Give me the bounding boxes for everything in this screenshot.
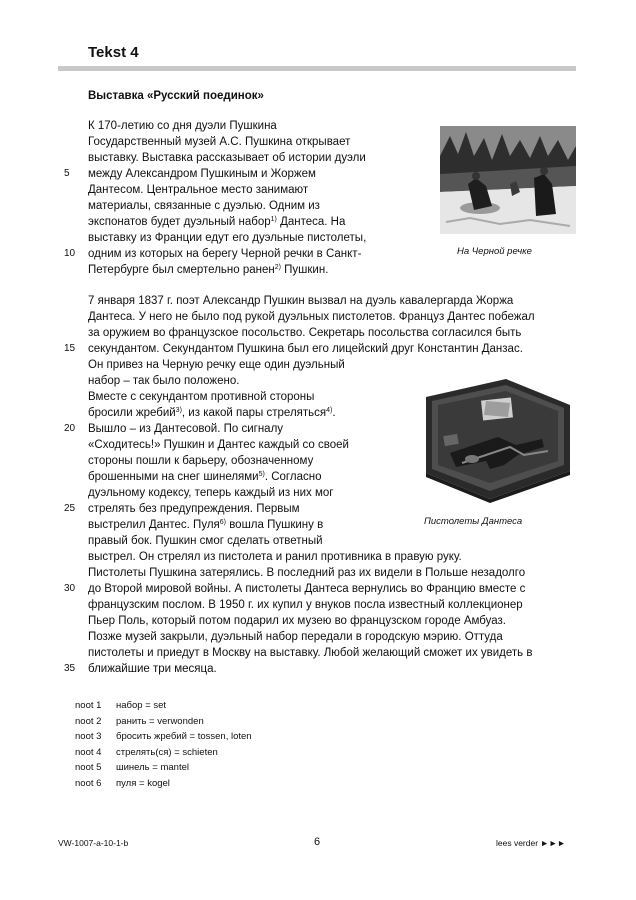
text-line xyxy=(88,325,521,341)
text-line xyxy=(88,549,462,565)
continue-indicator: lees verder ►►► xyxy=(496,838,566,848)
text-line xyxy=(88,597,523,613)
line-number: 35 xyxy=(64,663,76,674)
text-segment: Позже музей закрыли, дуэльный набор передали в городскую мэрию. Оттуда xyxy=(88,631,503,643)
footnote-ref: 5) xyxy=(258,471,265,478)
text-segment: секундантом. Секундантом Пушкина был его лицейский друг Константин Данзас. xyxy=(88,343,523,355)
text-segment: Вышло – из Дантесовой. По сигналу xyxy=(88,423,284,435)
text-segment: до Второй мировой войны. А пистолеты Дантеса вернулись во Францию вместе с xyxy=(88,583,526,595)
line-number: 30 xyxy=(64,583,76,594)
text-segment: Дантесом. Центральное место занимают xyxy=(88,184,309,196)
text-line xyxy=(88,565,525,581)
text-segment: набор – так было положено. xyxy=(88,375,240,387)
footnote-ref: 2) xyxy=(274,264,281,271)
page-number: 6 xyxy=(314,836,321,848)
text-line xyxy=(88,645,532,661)
text-segment: Пушкин. xyxy=(280,264,329,276)
text-line xyxy=(88,469,321,485)
note-row xyxy=(75,760,252,776)
text-segment: вошла Пушкину в xyxy=(226,519,324,531)
text-segment: правый бок. Пушкин смог сделать ответный xyxy=(88,535,323,547)
text-line xyxy=(88,581,525,597)
vocabulary-notes xyxy=(75,698,252,791)
line-number: 20 xyxy=(64,423,76,434)
text-segment: , из какой пары стреляться xyxy=(181,407,327,419)
text-line xyxy=(88,198,320,214)
note-label: noot 5 xyxy=(75,762,102,773)
text-line xyxy=(88,389,314,405)
text-segment: Петербурге был смертельно ранен xyxy=(88,264,275,276)
figure-caption-pistols: Пистолеты Дантеса xyxy=(424,516,523,527)
line-number: 5 xyxy=(64,168,70,179)
text-segment: Дантеса. У него не было под рукой дуэльных пистолетов. Француз Дантес побежал xyxy=(88,311,535,323)
text-line xyxy=(88,246,361,262)
note-text: стрелять(ся) = schieten xyxy=(116,746,218,758)
text-segment: стороны пошли к барьеру, обозначенному xyxy=(88,455,314,467)
text-line xyxy=(88,262,328,278)
text-segment: выстрелил Дантес. Пуля xyxy=(88,519,220,531)
text-line xyxy=(88,357,345,373)
text-segment: за оружием во французское посольство. Секретарь посольства согласился быть xyxy=(88,327,522,339)
footnote-ref: 3) xyxy=(175,407,182,414)
text-segment: Пьер Поль, который потом подарил их музею во французском городе Амбуаз. xyxy=(88,615,506,627)
note-label: noot 1 xyxy=(75,700,102,711)
text-line xyxy=(88,214,345,230)
duel-illustration xyxy=(440,126,576,234)
text-segment: пистолеты и приедут в Москву на выставку. Любой желающий сможет их увидеть в xyxy=(88,647,533,659)
line-number: 10 xyxy=(64,248,76,259)
text-segment: Дантеса. На xyxy=(276,216,346,228)
exam-code: VW-1007-a-10-1-b xyxy=(58,838,129,848)
footnote-ref: 1) xyxy=(270,216,277,223)
text-segment: Пистолеты Пушкина затерялись. В последний раз их видели в Польше незадолго xyxy=(88,567,526,579)
note-text: пуля = kogel xyxy=(116,777,170,789)
text-line xyxy=(88,309,535,325)
note-text: ранить = verwonden xyxy=(116,715,204,727)
note-text: бросить жребий = tossen, loten xyxy=(116,731,252,742)
text-segment: выстрел. Он стрелял из пистолета и ранил противника в правую руку. xyxy=(88,551,462,563)
line-number: 15 xyxy=(64,343,76,354)
note-label: noot 6 xyxy=(75,777,102,789)
line-number: 25 xyxy=(64,503,76,514)
text-line xyxy=(88,166,316,182)
text-segment: «Сходитесь!» Пушкин и Дантес каждый со своей xyxy=(88,439,349,451)
text-segment: французским послом. В 1950 г. их купил у внуков посла известный коллекционер xyxy=(88,599,523,611)
note-label: noot 2 xyxy=(75,715,102,727)
text-segment: стрелять без предупреждения. Первым xyxy=(88,503,300,515)
text-segment: К 170-летию со дня дуэли Пушкина xyxy=(88,120,277,132)
text-segment: Он привез на Черную речку еще один дуэльный xyxy=(88,359,345,371)
pistols-photo xyxy=(420,375,576,503)
text-line xyxy=(88,405,336,421)
text-line xyxy=(88,421,283,437)
text-segment: выставку из Франции едут его дуэльные пистолеты, xyxy=(88,232,367,244)
text-line xyxy=(88,293,513,309)
note-label: noot 3 xyxy=(75,731,102,742)
text-segment: ближайшие три месяца. xyxy=(88,663,217,675)
text-segment: 7 января 1837 г. поэт Александр Пушкин вызвал на дуэль кавалергарда Жоржа xyxy=(88,295,514,307)
text-segment: брошенными на снег шинелями xyxy=(88,471,259,483)
text-line xyxy=(88,501,300,517)
text-line xyxy=(88,437,349,453)
text-line xyxy=(88,150,366,166)
text-segment: . Согласно xyxy=(264,471,322,483)
text-line xyxy=(88,230,366,246)
footnote-ref: 6) xyxy=(219,519,226,526)
text-segment: одним из которых на берегу Черной речки в Санкт- xyxy=(88,248,362,260)
section-heading: Tekst 4 xyxy=(88,44,139,61)
text-segment: между Александром Пушкиным и Жоржем xyxy=(88,168,316,180)
note-row xyxy=(75,729,252,745)
text-line xyxy=(88,182,308,198)
text-line xyxy=(88,373,239,389)
footnote-ref: 4) xyxy=(326,407,333,414)
text-line xyxy=(88,341,523,357)
note-text: шинель = mantel xyxy=(116,762,189,773)
text-segment: выставку. Выставка рассказывает об истории дуэли xyxy=(88,152,366,164)
text-segment: Государственный музей А.С. Пушкина открывает xyxy=(88,136,351,148)
text-line xyxy=(88,485,334,501)
note-label: noot 4 xyxy=(75,746,102,758)
text-segment: . xyxy=(332,407,336,419)
note-row xyxy=(75,745,252,761)
text-segment: дуэльному кодексу, теперь каждый из них мог xyxy=(88,487,334,499)
note-row xyxy=(75,776,252,792)
text-line xyxy=(88,134,350,150)
text-line xyxy=(88,629,503,645)
figure-caption-duel: На Черной речке xyxy=(457,246,532,257)
text-segment: Вместе с секундантом противной стороны xyxy=(88,391,315,403)
text-segment: бросили жребий xyxy=(88,407,176,419)
text-line xyxy=(88,613,506,629)
text-segment: материалы, связанные с дуэлью. Одним из xyxy=(88,200,320,212)
heading-rule xyxy=(58,66,576,71)
article-title: Выставка «Русский поединок» xyxy=(88,90,264,102)
text-segment: экспонатов будет дуэльный набор xyxy=(88,216,271,228)
note-text: набор = set xyxy=(116,700,167,711)
text-line xyxy=(88,453,313,469)
text-line xyxy=(88,661,217,677)
note-row xyxy=(75,698,252,714)
text-line xyxy=(88,533,323,549)
note-row xyxy=(75,714,252,730)
text-line xyxy=(88,517,323,533)
text-line xyxy=(88,118,277,134)
